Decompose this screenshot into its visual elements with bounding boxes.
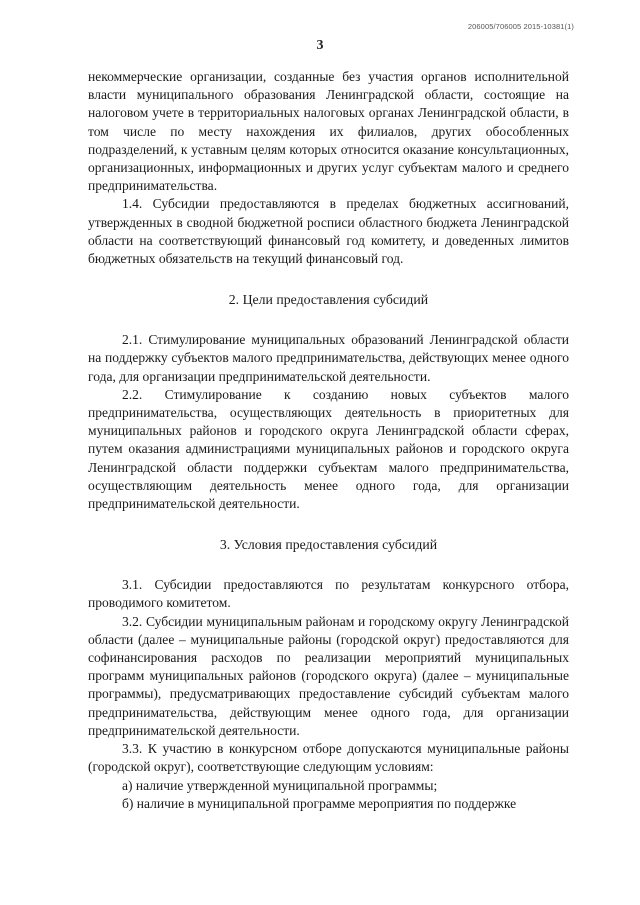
paragraph-1-4: 1.4. Субсидии предоставляются в пределах бюджетных ассигнований, утвержденных в сводной бюджетной росписи областного бюджета Ленинградской области на соответствующий финансовый год комитету, и доведенных лимитов бюджетных обязательств на текущий финансовый год.: [88, 196, 569, 267]
document-registration-code: 206005/706005 2015-10381(1): [467, 22, 574, 31]
paragraph-2-2: 2.2. Стимулирование к созданию новых субъектов малого предпринимательства, осуществляющих деятельность в приоритетных для муниципальных районов и городского округа Ленинградской области сферах, путем оказания администрациями муниципальных районов и городского округа Ленинградской области поддержки субъектам малого предпринимательства, осуществляющим деятельность менее одного года, для организации предпринимательской деятельности.: [88, 386, 569, 512]
paragraph-3-1: 3.1. Субсидии предоставляются по результатам конкурсного отбора, проводимого комитетом.: [88, 577, 569, 611]
list-item-a: а) наличие утвержденной муниципальной программы;: [122, 777, 438, 793]
spacer: [88, 268, 569, 291]
document-body: [88, 68, 569, 813]
spacer: [88, 554, 569, 576]
spacer: [88, 513, 569, 536]
paragraph-3-2: 3.2. Субсидии муниципальным районам и городскому округу Ленинградской области (далее – муниципальные районы (городской округ) предоставляются для софинансирования расходов по реализации мероприятий муниципальных программ муниципальных районов (городского округа) (далее – муниципальные программы), предусматривающих предоставление субсидий субъектам малого предпринимательства, действующим менее одного года, для организации предпринимательской деятельности.: [88, 613, 569, 738]
paragraph-2-1: 2.1. Стимулирование муниципальных образований Ленинградской области на поддержку субъектов малого предпринимательства, действующих менее одного года, для организации предпринимательской деятельности.: [88, 332, 569, 384]
section-2-heading: 2. Цели предоставления субсидий: [228, 292, 429, 308]
list-item-b: б) наличие в муниципальной программе мероприятия по поддержке: [122, 795, 517, 811]
paragraph-continuation: некоммерческие организации, созданные без участия органов исполнительной власти муниципального образования Ленинградской области, состоящие на налоговом учете в территориальных налоговых органах Ленинградской области, в том числе по месту нахождения их филиалов, других обособленных подразделений, к уставным целям которых относится оказание консультационных, организационных, информационных и других услуг субъектам малого и среднего предпринимательства.: [88, 69, 569, 194]
spacer: [88, 309, 569, 331]
paragraph-3-3: 3.3. К участию в конкурсном отборе допускаются муниципальные районы (городской округ), соответствующие следующим условиям:: [88, 741, 569, 775]
page-number: 3: [316, 38, 324, 53]
section-3-heading: 3. Условия предоставления субсидий: [219, 537, 438, 553]
